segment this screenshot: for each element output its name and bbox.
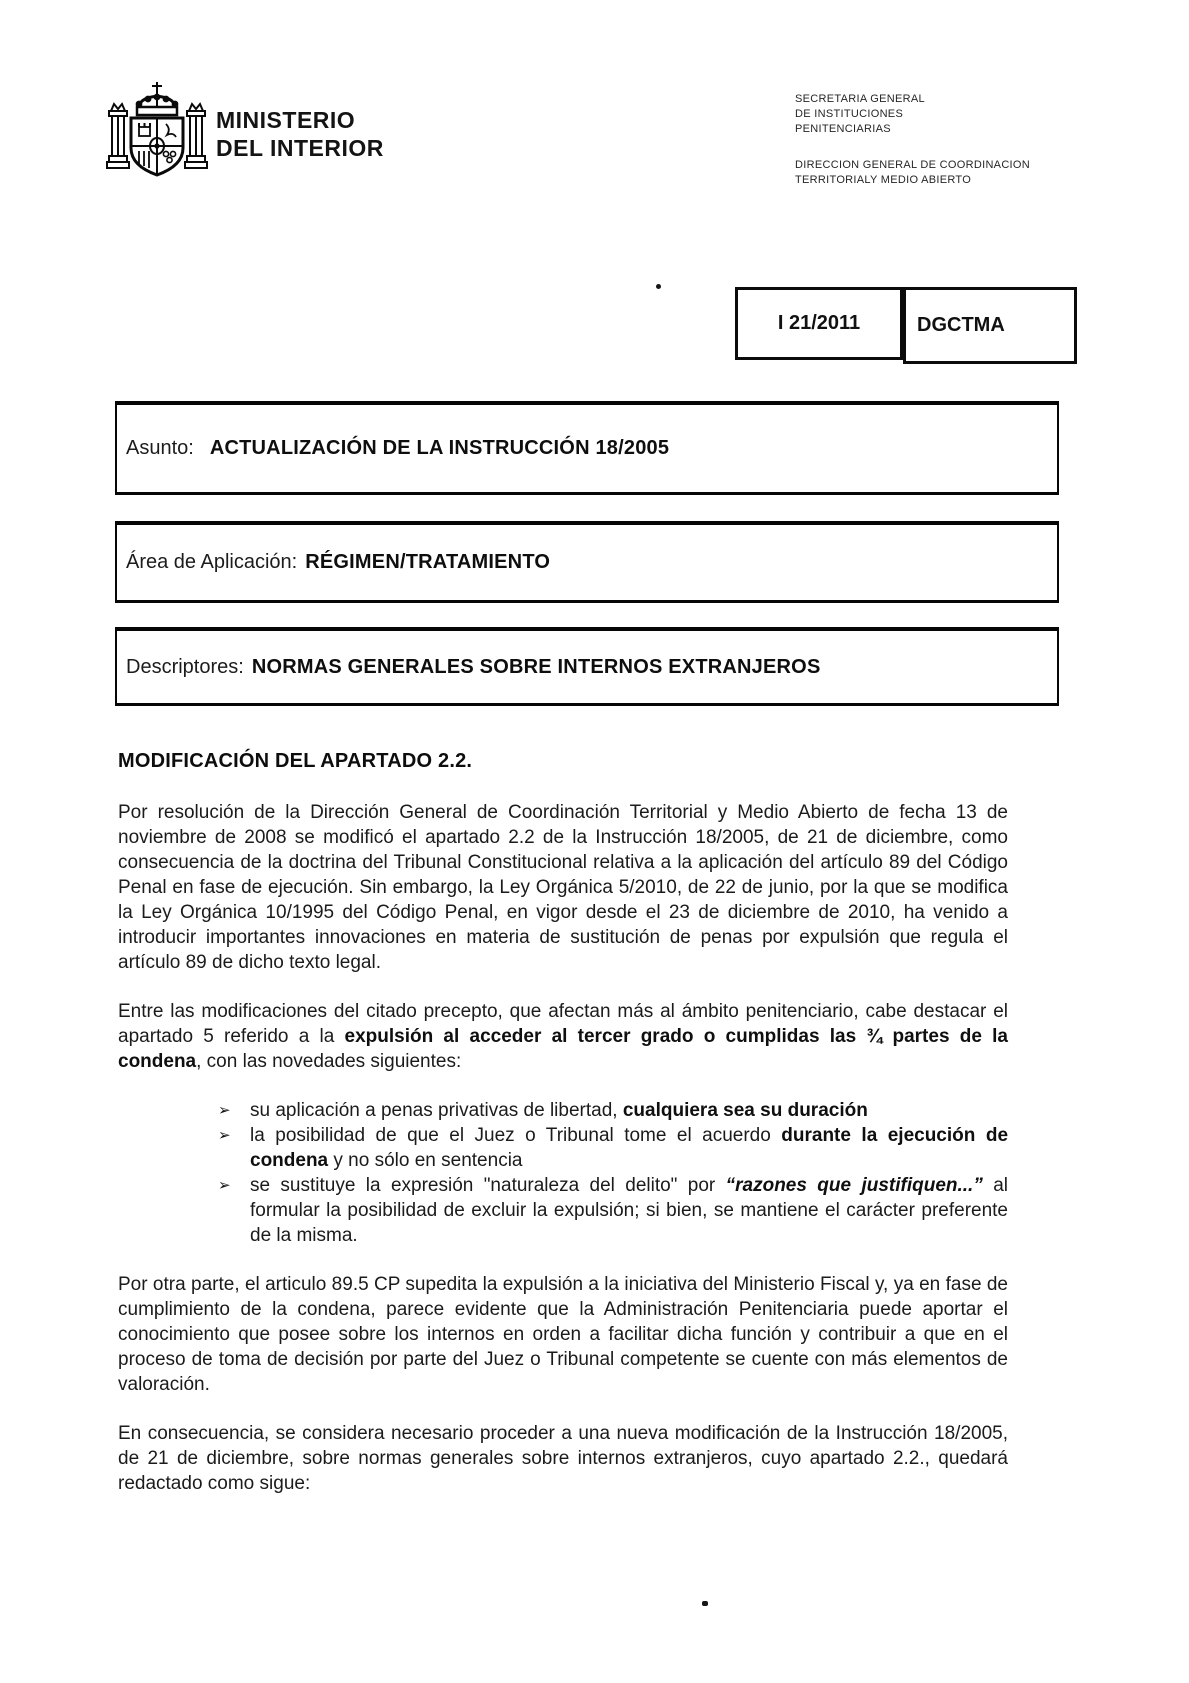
paragraph-1: Por resolución de la Dirección General de Coordinación Territorial y Medio Abierto de fecha 13 de noviembre de 2008 se modificó el apartado 2.2 de la Instrucción 18/2005, de 21 de diciembre, como consecuencia de la doctrina del Tribunal Constitucional relativa a la aplicación del artículo 89 del Código Penal en fase de ejecución. Sin embargo, la Ley Orgánica 5/2010, de 22 de junio, por la que se modifica la Ley Orgánica 10/1995 del Código Penal, en vigor desde el 23 de diciembre de 2010, ha venido a introducir importantes innovaciones en materia de sustitución de penas por expulsión que regula el artículo 89 de dicho texto legal. <box>118 802 1008 973</box>
arrow-bullet-icon: ➢ <box>218 1127 231 1144</box>
arrow-bullet-icon: ➢ <box>218 1177 231 1194</box>
ministry-title-line1: MINISTERIO <box>216 107 356 133</box>
unit-code: DGCTMA <box>917 314 1005 336</box>
asunto-value: ACTUALIZACIÓN DE LA INSTRUCCIÓN 18/2005 <box>209 437 670 459</box>
asunto-label: Asunto: <box>126 437 194 459</box>
descriptores-field-box <box>115 627 1059 706</box>
instruction-number-box <box>735 287 903 360</box>
asunto-field-box <box>115 401 1059 495</box>
instruction-number: I 21/2011 <box>777 312 861 334</box>
org-header-block <box>795 92 1030 188</box>
descriptores-label: Descriptores: <box>126 655 244 678</box>
document-body <box>118 750 1008 1520</box>
area-aplicacion-label: Área de Aplicación: <box>126 551 298 573</box>
novelties-list <box>118 1098 1008 1248</box>
list-item-text: su aplicación a penas privativas de libertad, cualquiera sea su duración <box>250 1100 868 1121</box>
paragraph-4: En consecuencia, se considera necesario proceder a una nueva modificación de la Instrucción 18/2005, de 21 de diciembre, sobre normas generales sobre internos extranjeros, cuyo apartado 2.2., quedará redactado como sigue: <box>118 1423 1008 1494</box>
unit-code-box <box>903 287 1077 364</box>
list-item-text: se sustituye la expresión "naturaleza del delito" por “razones que justifiquen...” al formular la posibilidad de excluir la expulsión; si bien, se mantiene el carácter preferente de la misma. <box>250 1175 1009 1246</box>
spain-coat-of-arms-logo <box>100 80 214 186</box>
area-aplicacion-field-box <box>115 521 1059 603</box>
list-item <box>218 1098 1008 1123</box>
directorate-line2: TERRITORIALY MEDIO ABIERTO <box>795 174 972 186</box>
list-item-text: la posibilidad de que el Juez o Tribunal tome el acuerdo durante la ejecución de condena y no sólo en sentencia <box>250 1125 1009 1171</box>
list-item <box>218 1173 1008 1248</box>
secretariat-block <box>795 92 1030 137</box>
paragraph-3: Por otra parte, el articulo 89.5 CP supedita la expulsión a la iniciativa del Ministerio Fiscal y, ya en fase de cumplimiento de la condena, parece evidente que la Administración Penitenciaria puede aportar el conocimiento que posee sobre los internos en orden a facilitar dicha función y contribuir a que en el proceso de toma de decisión por parte del Juez o Tribunal competente se cuente con más elementos de valoración. <box>118 1274 1008 1395</box>
directorate-block <box>795 158 1030 188</box>
section-heading: MODIFICACIÓN DEL APARTADO 2.2. <box>118 750 473 772</box>
arrow-bullet-icon: ➢ <box>218 1102 231 1119</box>
descriptores-value: NORMAS GENERALES SOBRE INTERNOS EXTRANJEROS <box>251 655 821 678</box>
directorate-line1: DIRECCION GENERAL DE COORDINACION <box>795 159 1031 171</box>
ministry-title <box>216 106 384 162</box>
secretariat-line3: PENITENCIARIAS <box>795 123 891 135</box>
secretariat-line1: SECRETARIA GENERAL <box>795 93 925 105</box>
scan-speck <box>656 284 661 289</box>
paragraph-2: Entre las modificaciones del citado precepto, que afectan más al ámbito penitenciario, cabe destacar el apartado 5 referido a la expulsión al acceder al tercer grado o cumplidas las ¾ partes de la condena, con las novedades siguientes: <box>118 1001 1008 1072</box>
list-item <box>218 1123 1008 1173</box>
ministry-title-line2: DEL INTERIOR <box>216 135 384 161</box>
secretariat-line2: DE INSTITUCIONES <box>795 108 904 120</box>
scan-speck <box>702 1601 708 1606</box>
area-aplicacion-value: RÉGIMEN/TRATAMIENTO <box>305 551 551 573</box>
